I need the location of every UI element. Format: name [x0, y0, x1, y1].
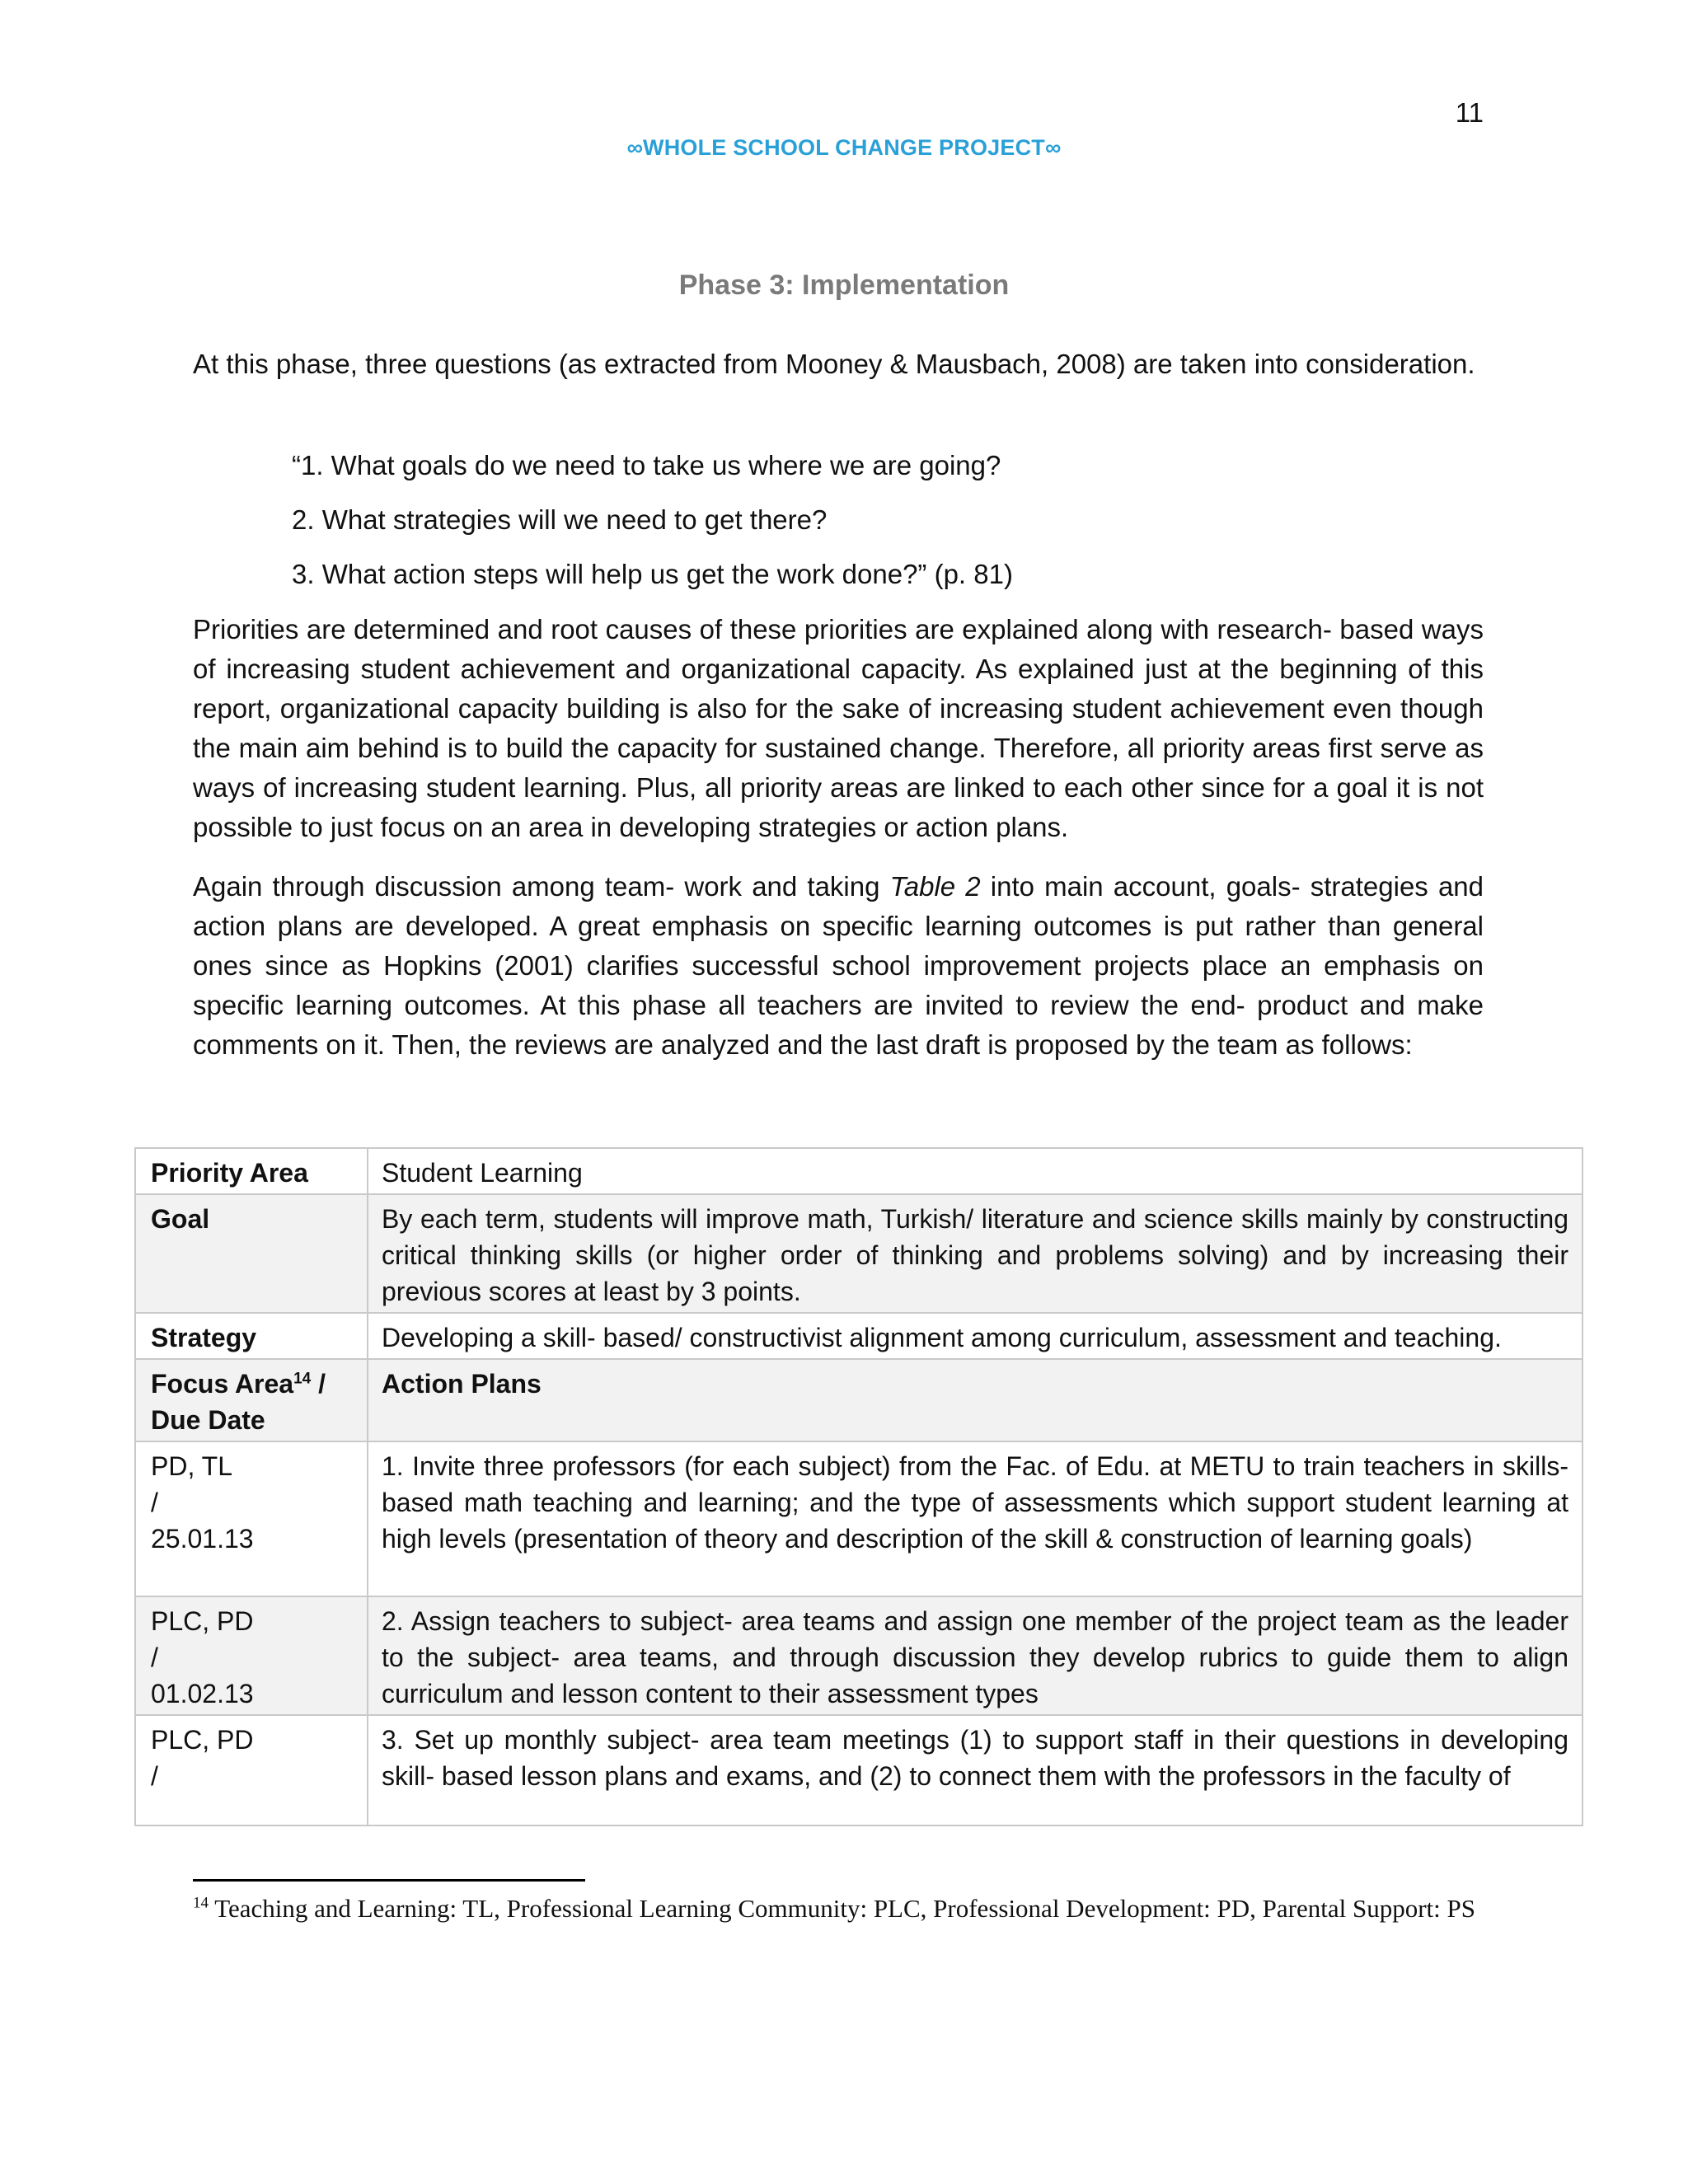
due-date-label: Due Date — [151, 1405, 265, 1435]
strategy-value: Developing a skill- based/ constructivist alignment among curriculum, assessment and teaching. — [382, 1323, 1502, 1352]
due-date: 01.02.13 — [151, 1679, 254, 1708]
table-reference: Table 2 — [889, 871, 981, 902]
table-row — [136, 1314, 1582, 1360]
footnote-ref: 14 — [293, 1370, 312, 1388]
focus-area: PLC, PD — [151, 1606, 254, 1636]
running-header: ∞WHOLE SCHOOL CHANGE PROJECT∞ — [626, 135, 1062, 160]
focus-separator: / — [151, 1488, 158, 1517]
action-plan-table — [134, 1147, 1583, 1826]
footnote-text: Teaching and Learning: TL, Professional Learning Community: PLC, Professional Development: PD, Parental Support: PS — [209, 1894, 1476, 1923]
footnote — [193, 1893, 1479, 1924]
goal-value: By each term, students will improve math, Turkish/ literature and science skills mainly by constructing critical thinking skills (or higher order of thinking and problems solving) and by increasing their previous scores at least by 3 points. — [382, 1204, 1568, 1306]
focus-area: PD, TL — [151, 1451, 232, 1481]
page-number: 11 — [1455, 97, 1484, 128]
priorities-paragraph: Priorities are determined and root causes of these priorities are explained along with research- based ways of increasing student achievement and organizational capacity. As explained just at the beginning of this report, organizational capacity building is also for the sake of increasing student achievement even though the main aim behind is to build the capacity for sustained change. Therefore, all priority areas first serve as ways of increasing student learning. Plus, all priority areas are linked to each other since for a goal it is not possible to just focus on an area in developing strategies or action plans. — [193, 614, 1484, 842]
action-plan-text: 3. Set up monthly subject- area team meetings (1) to support staff in their questions in developing skill- based lesson plans and exams, and (2) to connect them with the professors in the faculty of — [382, 1725, 1568, 1791]
priority-area-label: Priority Area — [136, 1149, 368, 1193]
table-row — [136, 1716, 1582, 1825]
process-paragraph — [193, 867, 1484, 1065]
table-row — [136, 1360, 1582, 1442]
intro-paragraph: At this phase, three questions (as extracted from Mooney & Mausbach, 2008) are taken into consideration. — [193, 349, 1475, 379]
focus-cell — [136, 1597, 368, 1714]
focus-cell — [136, 1442, 368, 1596]
section-title: Phase 3: Implementation — [678, 269, 1010, 301]
footnote-number: 14 — [193, 1894, 209, 1912]
question-2: 2. What strategies will we need to get there? — [292, 504, 828, 535]
focus-cell — [136, 1716, 368, 1825]
focus-separator: / — [151, 1643, 158, 1672]
focus-area-header — [136, 1360, 368, 1441]
process-text-start: Again through discussion among team- work and taking — [193, 871, 890, 902]
priority-area-value: Student Learning — [382, 1158, 583, 1188]
action-plan-text: 1. Invite three professors (for each subject) from the Fac. of Edu. at METU to train teachers in skills- based math teaching and learning; and the type of assessments which support student learning at high levels (presentation of theory and description of the skill & construction of learning goals) — [382, 1451, 1568, 1554]
focus-area: PLC, PD — [151, 1725, 254, 1755]
action-plans-header: Action Plans — [382, 1369, 542, 1399]
table-row — [136, 1442, 1582, 1597]
question-1: “1. What goals do we need to take us where we are going? — [292, 450, 1001, 480]
process-text-end: into main account, goals- strategies and action plans are developed. A great emphasis on specific learning outcomes is put rather than general ones since as Hopkins (2001) clarifies successful school improvement projects place an emphasis on specific learning outcomes. At this phase all teachers are invited to review the end- product and make comments on it. Then, the reviews are analyzed and the last draft is proposed by the team as follows: — [193, 871, 1484, 1060]
footnote-divider — [193, 1879, 585, 1882]
table-row — [136, 1195, 1582, 1314]
focus-separator: / — [151, 1761, 158, 1791]
question-3: 3. What action steps will help us get the work done?” (p. 81) — [292, 559, 1013, 589]
strategy-label: Strategy — [136, 1314, 368, 1358]
action-plan-text: 2. Assign teachers to subject- area teams and assign one member of the project team as the leader to the subject- area teams, and through discussion they develop rubrics to guide them to align curriculum and lesson content to their assessment types — [382, 1606, 1568, 1708]
goal-label: Goal — [136, 1195, 368, 1312]
focus-area-label: Focus Area — [151, 1369, 294, 1399]
table-row — [136, 1597, 1582, 1716]
focus-slash: / — [311, 1369, 326, 1399]
table-row — [136, 1149, 1582, 1195]
due-date: 25.01.13 — [151, 1524, 254, 1554]
